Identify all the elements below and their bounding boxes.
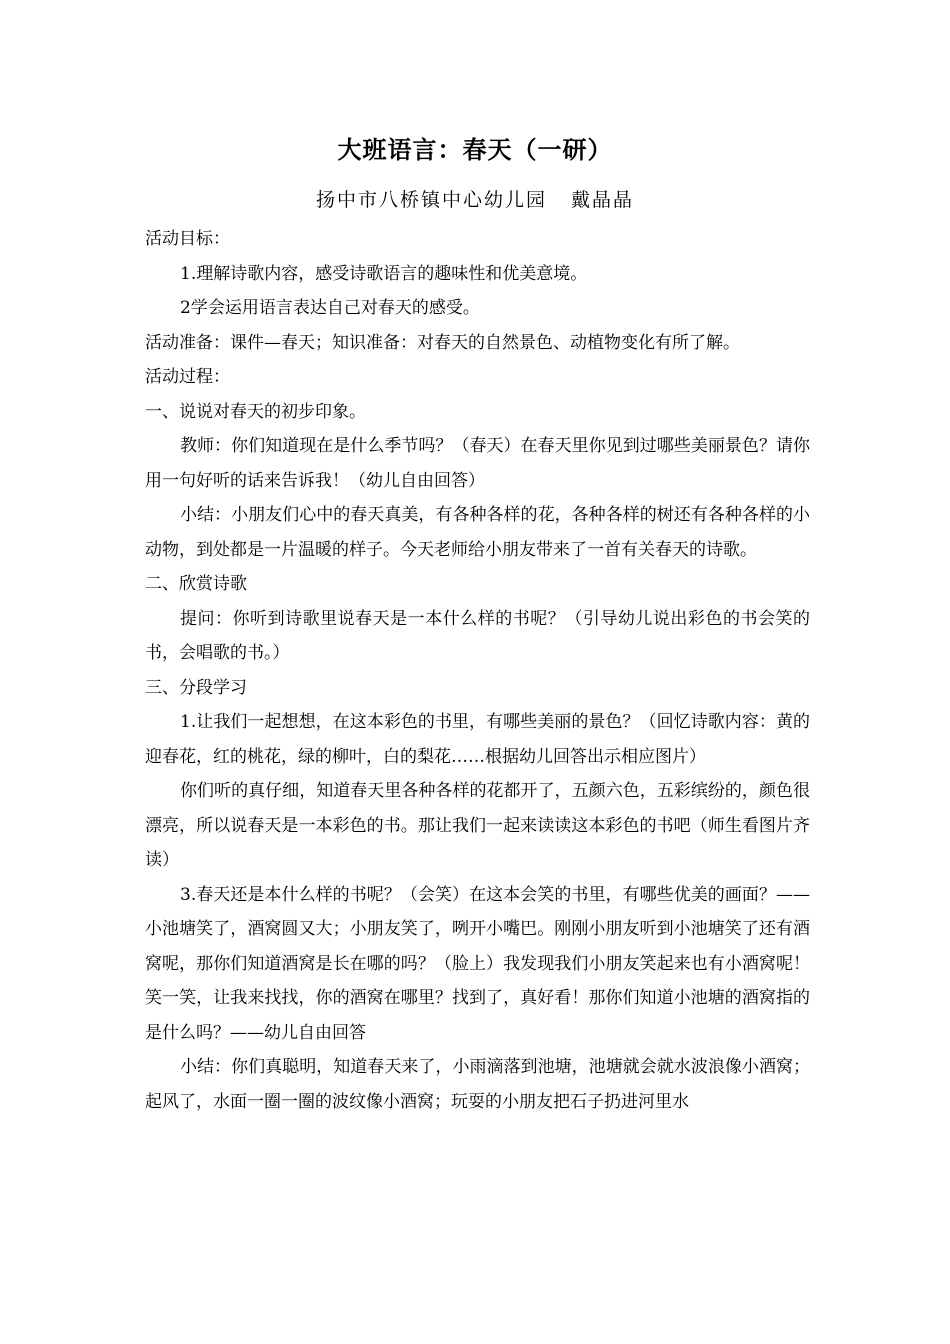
section-heading-process: 活动过程： [145, 367, 230, 387]
step-heading: 一、说说对春天的初步印象。 [145, 401, 366, 422]
preparation-paragraph: 活动准备：课件—春天；知识准备：对春天的自然景色、动植物变化有所了解。 [145, 332, 740, 353]
goal-item: 2学会运用语言表达自己对春天的感受。 [180, 298, 480, 318]
page-title: 大班语言：春天（一研） [337, 136, 613, 164]
goal-item: 1.理解诗歌内容，感受诗歌语言的趣味性和优美意境。 [180, 263, 588, 284]
author-name: 戴晶晶 [571, 189, 635, 211]
body-paragraph: 3.春天还是本什么样的书呢？（会笑）在这本会笑的书里，有哪些优美的画面？——小池塘笑了，酒窝圆又大；小朋友笑了，咧开小嘴巴。刚刚小朋友听到小池塘笑了还有酒窝呢，那你们知道酒窝是长在哪的吗？（脸上）我发现我们小朋友笑起来也有小酒窝呢！笑一笑，让我来找找，你的酒窝在哪里？找到了，真好看！那你们知道小池塘的酒窝指的是什么吗？——幼儿自由回答 [145, 884, 810, 1043]
body-paragraph: 你们听的真仔细，知道春天里各种各样的花都开了，五颜六色，五彩缤纷的，颜色很漂亮，所以说春天是一本彩色的书。那让我们一起来读读这本彩色的书吧（师生看图片齐读） [145, 781, 810, 870]
body-paragraph: 小结：小朋友们心中的春天真美，有各种各样的花，各种各样的树还有各种各样的小动物，到处都是一片温暖的样子。今天老师给小朋友带来了一首有关春天的诗歌。 [145, 505, 810, 560]
step-heading: 二、欣赏诗歌 [145, 574, 247, 594]
body-paragraph: 1.让我们一起想想，在这本彩色的书里，有哪些美丽的景色？（回忆诗歌内容：黄的迎春花，红的桃花，绿的柳叶，白的梨花……根据幼儿回答出示相应图片） [145, 712, 810, 767]
step-heading: 三、分段学习 [145, 677, 247, 698]
body-paragraph: 教师：你们知道现在是什么季节吗？（春天）在春天里你见到过哪些美丽景色？请你用一句好听的话来告诉我！（幼儿自由回答） [145, 436, 810, 491]
section-heading-goals: 活动目标： [145, 229, 230, 249]
body-paragraph: 提问：你听到诗歌里说春天是一本什么样的书呢？（引导幼儿说出彩色的书会笑的书，会唱歌的书。） [145, 608, 810, 663]
author-line [0, 185, 950, 215]
document-body [145, 222, 810, 1119]
school-name: 扬中市八桥镇中心幼儿园 [315, 189, 547, 211]
body-paragraph: 小结：你们真聪明，知道春天来了，小雨滴落到池塘，池塘就会就水波浪像小酒窝；起风了，水面一圈一圈的波纹像小酒窝；玩耍的小朋友把石子扔进河里水 [145, 1057, 810, 1112]
